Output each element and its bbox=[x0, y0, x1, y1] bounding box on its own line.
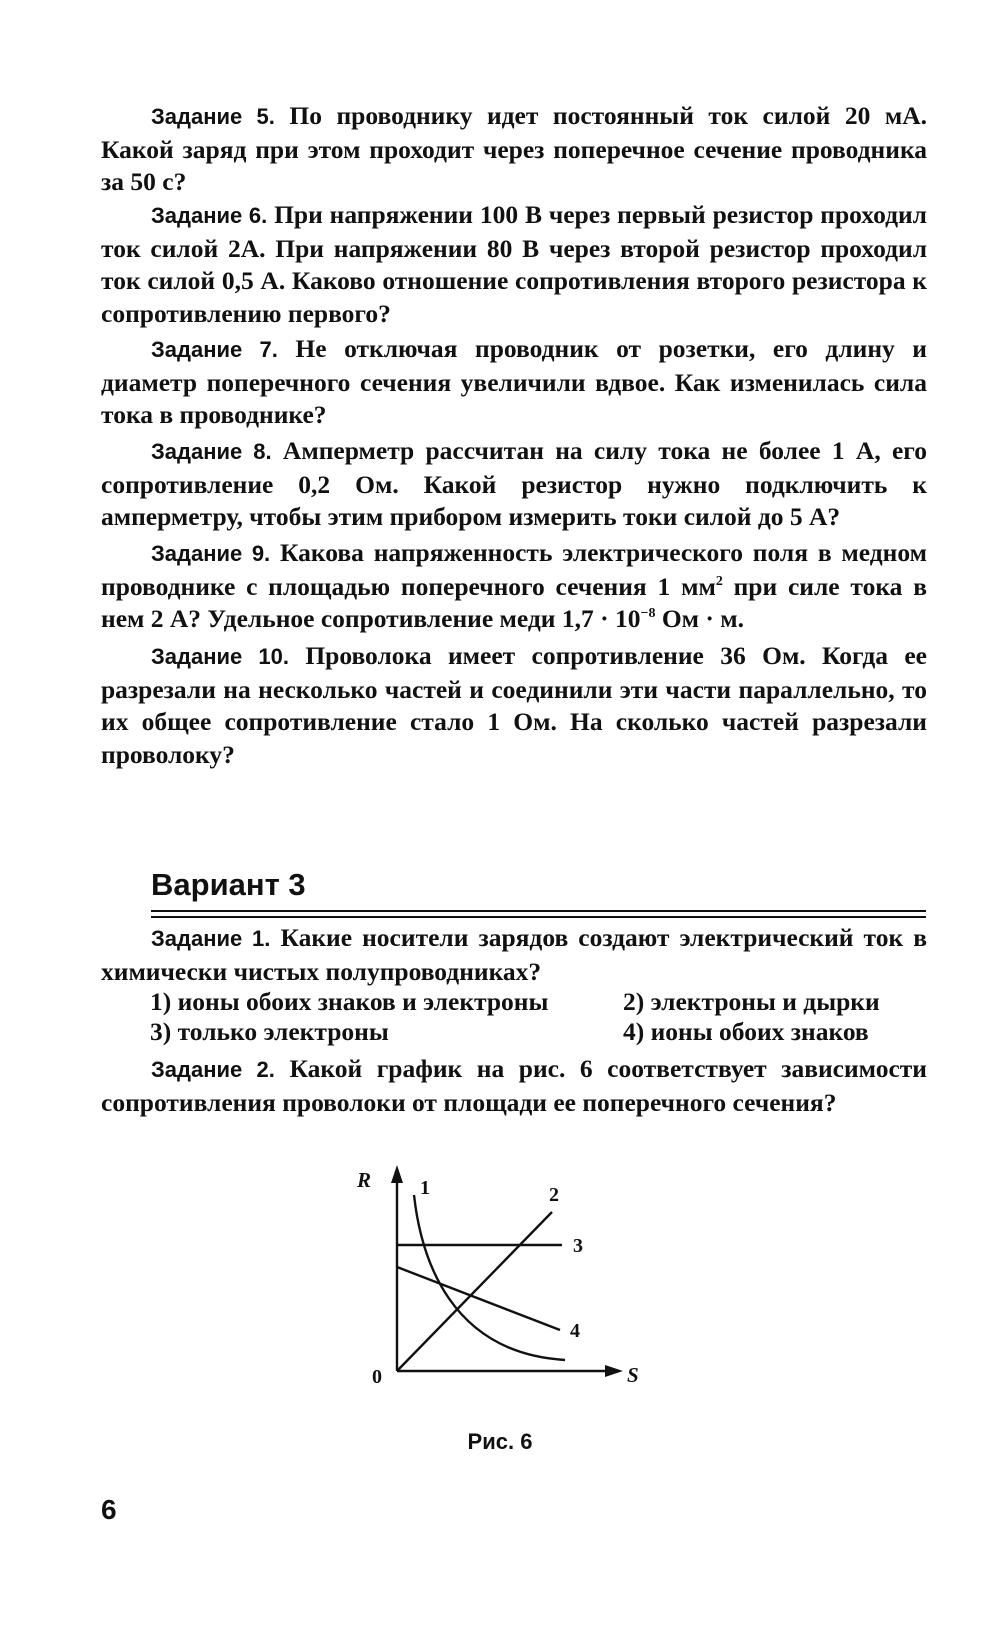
task-8 bbox=[101, 435, 927, 534]
variant3-task-1-text: Какие носители зарядов создают электрический ток в химически чистых полупроводниках? bbox=[101, 923, 927, 986]
task-9-text-c: Ом · м. bbox=[655, 604, 745, 633]
task-9-text-a: Какова напряженность электрического поля в медном проводнике с площадью поперечного сечения 1 мм bbox=[101, 538, 927, 601]
figure-caption: Рис. 6 bbox=[467, 1429, 533, 1454]
answer-option-4: 4) ионы обоих знаков bbox=[623, 1017, 869, 1046]
y-axis-label: R bbox=[357, 1168, 372, 1192]
task-5-label: Задание 5. bbox=[151, 104, 275, 129]
figure-graph bbox=[355, 1163, 675, 1403]
task-9-text-b: при силе тока в нем 2 А? Удельное сопротивление меди 1,7 · 10 bbox=[101, 571, 927, 633]
variant3-task-2-label: Задание 2. bbox=[151, 1057, 275, 1082]
curve-label-3: 3 bbox=[573, 1235, 583, 1257]
task-7-label: Задание 7. bbox=[151, 337, 278, 362]
task-5 bbox=[101, 100, 927, 199]
task-10-label: Задание 10. bbox=[151, 644, 289, 669]
task-8-text: Амперметр рассчитан на силу тока не более 1 А, его сопротивление 0,2 Ом. Какой резистор нужно подключить к амперметру, чтобы этим прибором измерить токи силой до 5 А? bbox=[101, 436, 927, 531]
answer-option-3: 3) только электроны bbox=[150, 1017, 389, 1046]
task-6-text: При напряжении 100 В через первый резистор проходил ток силой 2А. При напряжении 80 В через второй резистор проходил ток силой 0,5 А. Каково отношение сопротивления второго резистора к сопротивлению первого? bbox=[101, 200, 927, 328]
task-7-text: Не отключая проводник от розетки, его длину и диаметр поперечного сечения увеличили вдвое. Как изменилась сила тока в проводнике? bbox=[101, 334, 927, 429]
variant-heading: Вариант 3 bbox=[151, 867, 306, 902]
heading-rule-top bbox=[151, 910, 926, 912]
task-10 bbox=[101, 640, 927, 771]
variant3-task-1 bbox=[101, 922, 927, 988]
task-5-text: По проводнику идет постоянный ток силой 20 мА. Какой заряд при этом проходит через поперечное сечение проводника за 50 с? bbox=[101, 101, 927, 196]
task-6 bbox=[101, 199, 927, 330]
curve-label-4: 4 bbox=[570, 1320, 580, 1342]
task-10-text: Проволока имеет сопротивление 36 Ом. Когда ее разрезали на несколько частей и соединили эти части параллельно, то их общее сопротивление стало 1 Ом. На сколько частей разрезали проволоку? bbox=[101, 641, 927, 769]
task-9-sup-b: −8 bbox=[640, 606, 656, 621]
answer-option-1: 1) ионы обоих знаков и электроны bbox=[150, 987, 549, 1016]
task-6-label: Задание 6. bbox=[151, 203, 268, 228]
answer-option-2: 2) электроны и дырки bbox=[623, 987, 880, 1016]
origin-label: 0 bbox=[372, 1366, 382, 1388]
x-axis-arrow-icon bbox=[605, 1365, 623, 1377]
variant3-task-2-text: Какой график на рис. 6 соответствует зависимости сопротивления проволоки от площади ее поперечного сечения? bbox=[101, 1054, 928, 1117]
page-number: 6 bbox=[101, 1494, 117, 1525]
heading-rule-bottom bbox=[151, 916, 926, 918]
line-4 bbox=[397, 1267, 560, 1330]
task-9 bbox=[101, 537, 927, 636]
variant3-task-2 bbox=[101, 1053, 927, 1119]
y-axis-arrow-icon bbox=[391, 1165, 403, 1183]
task-7 bbox=[101, 333, 927, 432]
task-9-sup-a: 2 bbox=[715, 573, 723, 589]
curve-label-2: 2 bbox=[549, 1184, 559, 1206]
task-8-label: Задание 8. bbox=[151, 439, 272, 464]
variant3-task-1-label: Задание 1. bbox=[151, 926, 271, 951]
curve-label-1: 1 bbox=[420, 1177, 430, 1199]
x-axis-label: S bbox=[627, 1363, 639, 1387]
task-9-label: Задание 9. bbox=[151, 541, 271, 566]
